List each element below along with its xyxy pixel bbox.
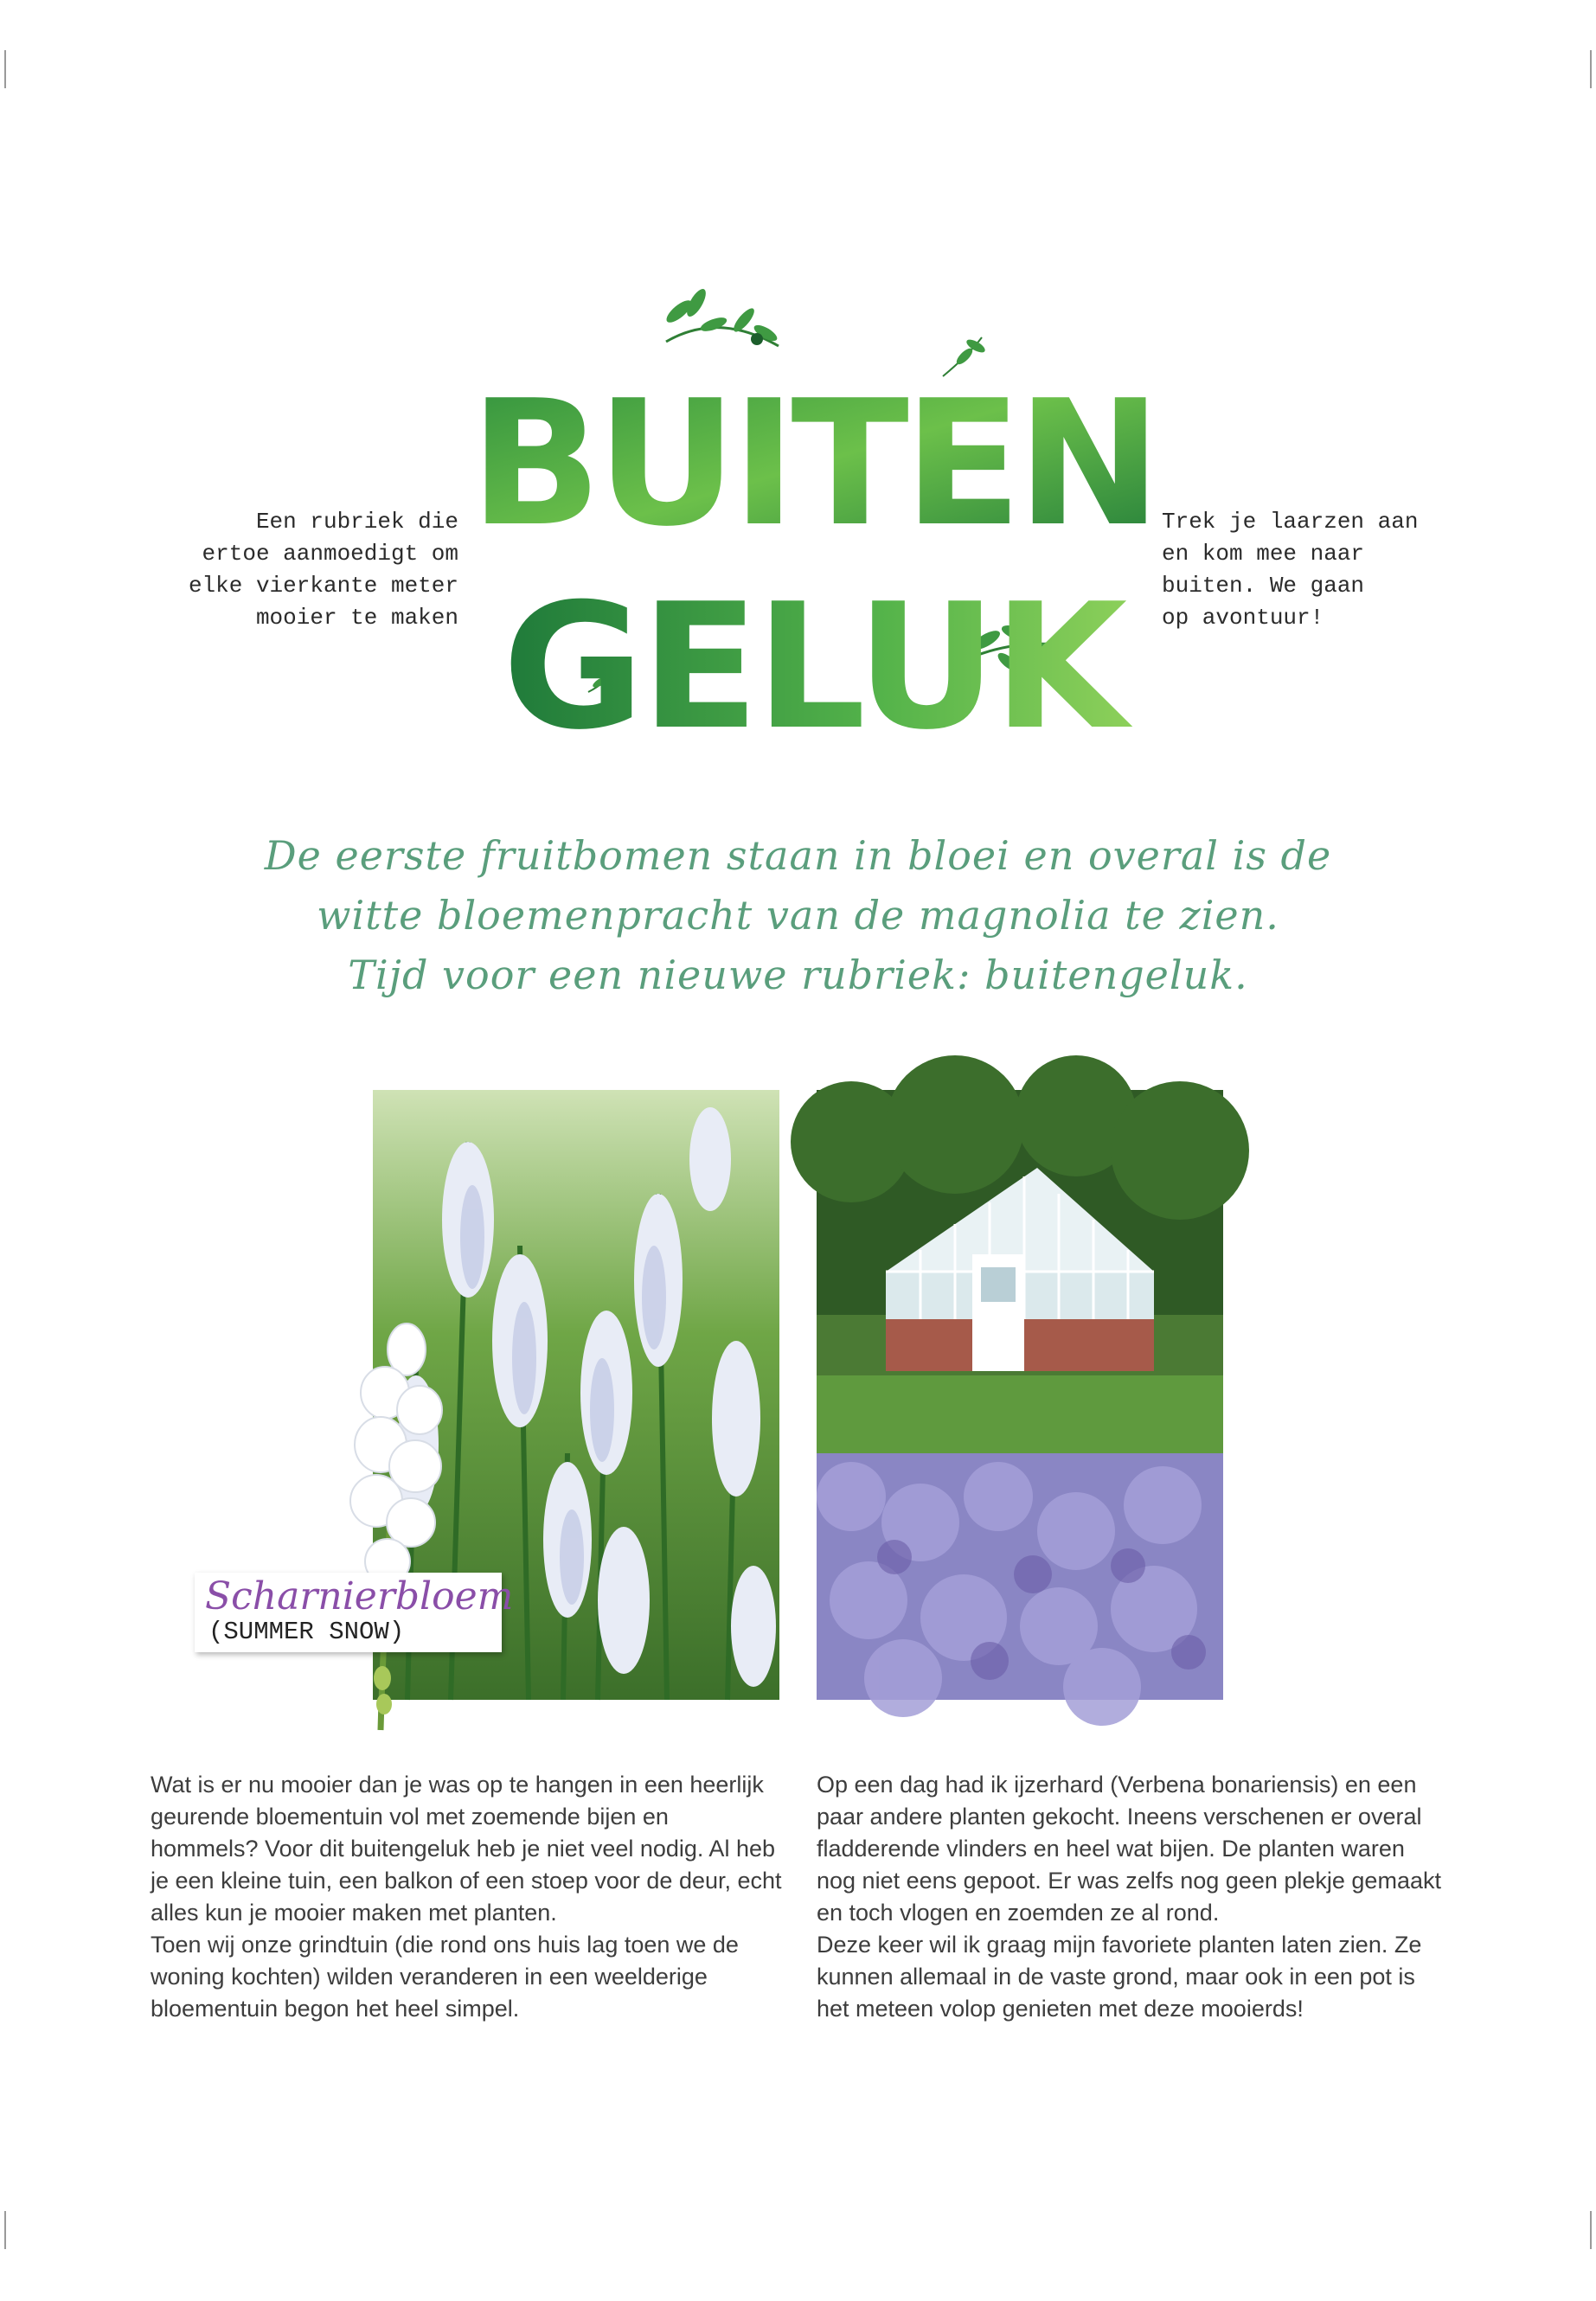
crop-mark-bottom-left	[4, 2211, 6, 2249]
crop-mark-top-right	[1590, 50, 1592, 88]
body-paragraph: Wat is er nu mooier dan je was op te hangen in een heerlijk geurende bloementuin vol met zoemende bijen en hommels? Voor dit buitengeluk heb je niet veel nodig. Al heb je een kleine tuin, een balkon of een stoep voor de deur, echt alles kun je mooier maken met planten.	[151, 1772, 782, 1926]
title-logo-graphic	[470, 260, 1157, 768]
title-line-1: BUITEN	[470, 363, 1157, 565]
cutout-flower-illustration	[320, 1315, 467, 1739]
greenhouse-photo	[817, 1090, 1223, 1700]
plant-variety: (SUMMER SNOW)	[208, 1618, 405, 1646]
body-paragraph: Toen wij onze grindtuin (die rond ons huis lag toen we de woning kochten) wilden veranderen in een weelderige bloementuin begon het heel simpel.	[151, 1932, 739, 2022]
plant-name: Scharnierbloem	[205, 1574, 514, 1618]
body-paragraph: Op een dag had ik ijzerhard (Verbena bonariensis) en een paar andere planten gekocht. Ineens verschenen er overal fladderende vlinders en heel wat bijen. De planten waren nog niet eens gepoot. Er was zelfs nog geen plekje gemaakt en toch vlogen en zoemden ze al rond.	[817, 1772, 1441, 1926]
title-logo	[470, 260, 1157, 768]
body-column-right	[817, 1769, 1448, 2025]
intro-line-3: Tijd voor een nieuwe rubriek: buitengeluk.	[348, 952, 1248, 998]
greenhouse-photo-graphic	[817, 1090, 1223, 1700]
body-paragraph: Deze keer wil ik graag mijn favoriete planten laten zien. Ze kunnen allemaal in de vaste grond, maar ook in een pot is het meteen volop genieten met deze mooierds!	[817, 1932, 1422, 2022]
intro-line-2: witte bloemenpracht van de magnolia te zien.	[317, 892, 1279, 939]
plant-label-card	[195, 1573, 514, 1652]
intro-side-note-right: Trek je laarzen aan en kom mee naar buiten. We gaan op avontuur!	[1162, 509, 1419, 631]
body-column-left	[151, 1769, 782, 2025]
crop-mark-top-left	[4, 50, 6, 88]
intro-line-1: De eerste fruitbomen staan in bloei en overal is de	[264, 832, 1332, 879]
title-line-2: GELUK	[502, 567, 1125, 768]
intro-side-note-left: Een rubriek die ertoe aanmoedigt om elke vierkante meter mooier te maken	[188, 509, 458, 631]
cutout-flower-graphic	[320, 1315, 467, 1739]
crop-mark-bottom-right	[1590, 2211, 1592, 2249]
intro-text	[242, 826, 1354, 1005]
